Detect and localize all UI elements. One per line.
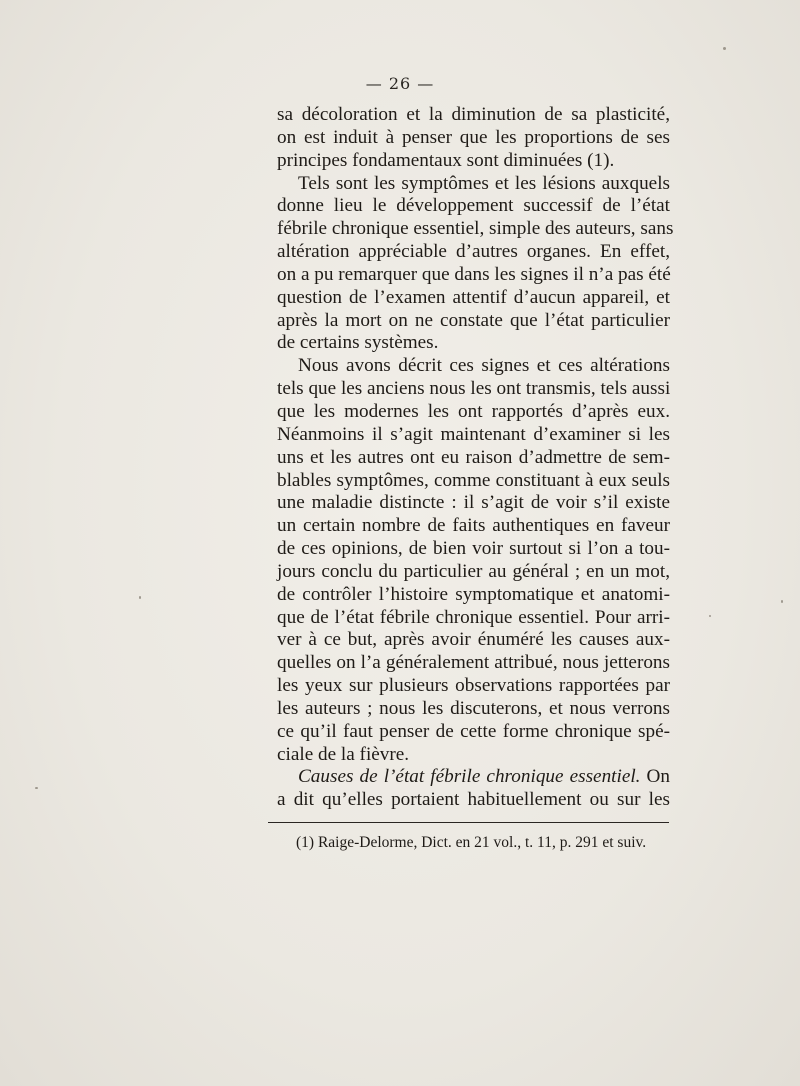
paper-speck [139,596,141,599]
page-number: — 26 — [365,74,435,93]
text-line: après la mort on ne constate que l’état particulier [277,309,670,331]
text-line: de contrôler l’histoire symptomatique et anatomi- [277,583,670,605]
text-line: un certain nombre de faits authentiques en faveur [277,515,670,537]
section-heading: Causes de l’état fébrile chronique essentiel. [298,766,641,788]
text-line: de certains systèmes. [277,332,439,354]
text-line: ver à ce but, après avoir énuméré les causes aux- [277,629,670,651]
heading-continuation: On [640,766,670,788]
text-line: sa décoloration et la diminution de sa plasticité, [277,104,670,125]
text-line: principes fondamentaux sont diminuées (1). [277,149,615,171]
text-line: Tels sont les symptômes et les lésions auxquels [298,172,670,194]
text-line: que de l’état fébrile chronique essentiel. Pour arri- [277,606,670,628]
text-line: les auteurs ; nous les discuterons, et nous verrons [277,697,670,719]
text-line: Néanmoins il s’agit maintenant d’examiner si les [277,423,670,445]
text-line: on est induit à penser que les proportions de ses [277,126,670,148]
text-line: a dit qu’elles portaient habituellement ou sur les [277,789,670,811]
paper-speck [781,600,783,603]
paper-speck [35,787,38,789]
paper-speck [709,615,711,617]
text-line: les yeux sur plusieurs observations rapportées par [277,675,670,697]
text-line: altération appréciable d’autres organes. En effet, [277,241,670,263]
text-line: jours conclu du particulier au général ; en un mot, [277,560,670,582]
paper-speck [723,47,726,50]
text-line: Nous avons décrit ces signes et ces altérations [298,355,670,377]
text-line: que les modernes les ont rapportés d’après eux. [277,400,670,422]
body-text [277,104,674,812]
text-line: ciale de la fièvre. [277,743,410,765]
text-line: une maladie distincte : il s’agit de voir s’il existe [277,492,670,514]
text-line: tels que les anciens nous les ont transmis, tels aussi [277,378,671,400]
text-line: on a pu remarquer que dans les signes il n’a pas été [277,263,671,285]
text-line: de ces opinions, de bien voir surtout si l’on a tou- [277,538,670,560]
section-heading-line [277,766,670,789]
text-line: ce qu’il faut penser de cette forme chronique spé- [277,720,670,742]
footnote: (1) Raige-Delorme, Dict. en 21 vol., t. 11, p. 291 et suiv. [296,834,647,851]
text-line: blables symptômes, comme constituant à eux seuls [277,469,670,491]
text-line: question de l’examen attentif d’aucun appareil, et [277,286,670,308]
footnote-rule [268,822,669,823]
text-line: fébrile chronique essentiel, simple des auteurs, sans [277,218,674,240]
text-line: donne lieu le développement successif de l’état [277,195,670,217]
text-line: quelles on l’a généralement attribué, nous jetterons [277,652,670,674]
text-line: uns et les autres ont eu raison d’admettre de sem- [277,446,670,468]
